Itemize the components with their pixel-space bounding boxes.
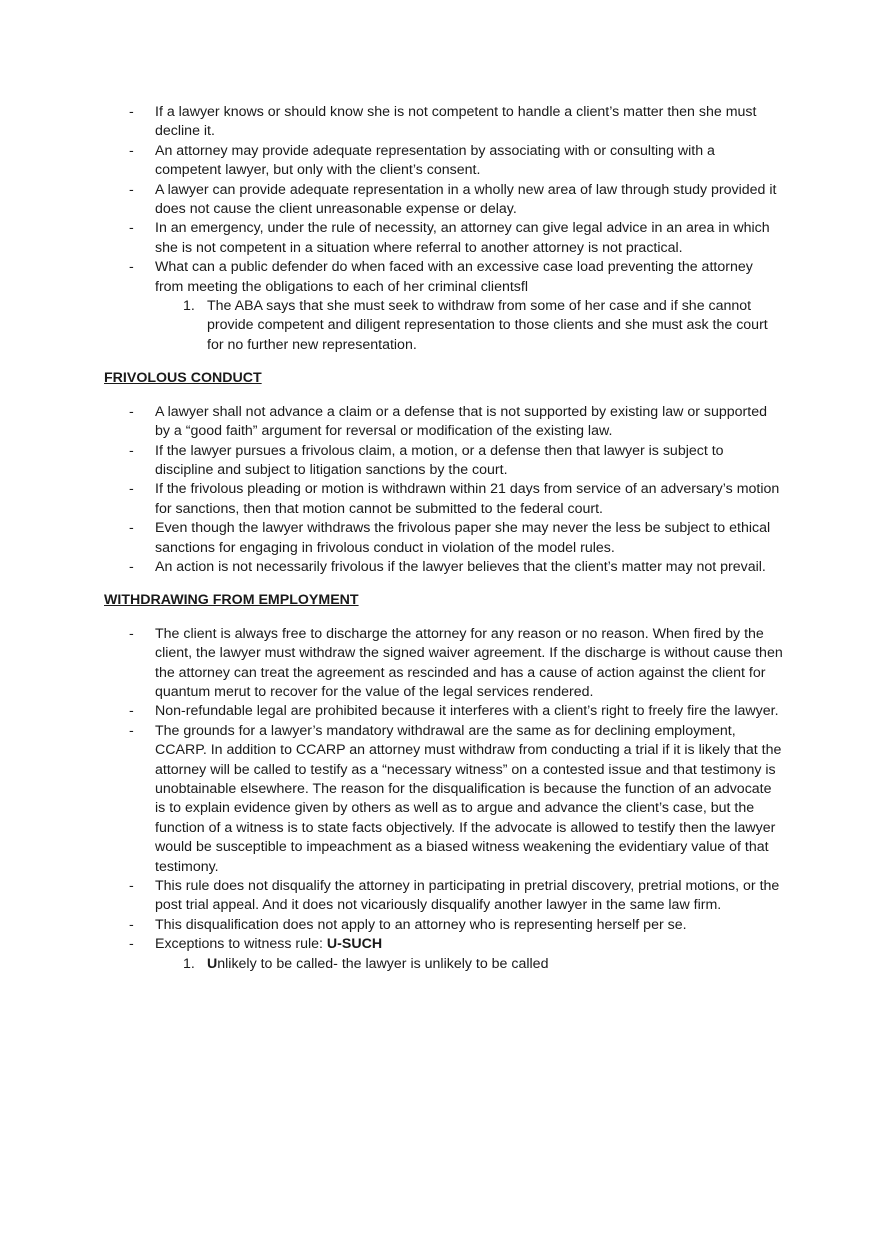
list-item: - If the lawyer pursues a frivolous claim, a motion, or a defense then that lawyer is subject to discipline and subject to litigation sanctions by the court. (129, 442, 724, 478)
dash-bullet: - (129, 403, 134, 420)
dash-bullet: - (129, 936, 134, 953)
list-item: - This rule does not disqualify the attorney in participating in pretrial discovery, pretrial motions, or the post trial appeal. And it does not vicariously disqualify another lawyer in the same law firm. (129, 878, 780, 914)
list-item: - If the frivolous pleading or motion is withdrawn within 21 days from service of an adversary’s motion for sanctions, then that motion cannot be submitted to the federal court. (129, 481, 780, 517)
dash-bullet: - (129, 181, 134, 198)
dash-bullet: - (129, 104, 134, 120)
list-item: - What can a public defender do when faced with an excessive case load preventing the attorney from meeting the obligations to each of her criminal clientsfl (129, 259, 753, 295)
document-body (104, 103, 784, 974)
list-item: - A lawyer shall not advance a claim or a defense that is not supported by existing law or supported by a “good faith” argument for reversal or modification of the existing law. (129, 403, 767, 440)
numbered-item: 1. The ABA says that she must seek to withdraw from some of her case and if she cannot provide competent and diligent representation to those clients and she must ask the court for no further new representation. (183, 298, 768, 353)
dash-bullet: - (129, 481, 134, 498)
withdrawing-list (104, 625, 784, 955)
dash-bullet: - (129, 220, 134, 237)
intro-sublist (104, 297, 784, 355)
exceptions-sublist (104, 955, 784, 974)
numbered-item: 1. Unlikely to be called- the lawyer is unlikely to be called (183, 955, 549, 972)
dash-bullet: - (129, 142, 134, 159)
dash-bullet: - (129, 878, 134, 895)
intro-list (104, 103, 784, 297)
list-item: - If a lawyer knows or should know she is not competent to handle a client’s matter then she must decline it. (129, 104, 757, 140)
dash-bullet: - (129, 520, 134, 537)
dash-bullet: - (129, 916, 134, 933)
list-item: - An attorney may provide adequate representation by associating with or consulting with a competent lawyer, but only with the client’s consent. (129, 142, 715, 179)
list-item: - This disqualification does not apply to an attorney who is representing herself per se. (104, 916, 784, 935)
list-item: - The grounds for a lawyer’s mandatory withdrawal are the same as for declining employment, CCARP. In addition to CCARP an attorney must withdraw from conducting a trial if it is likely that the attorney will be called to testify as a “necessary witness” on a contested issue and that testimony is unobtainable elsewhere. The reason for the disqualification is because the function of an advocate is to explain evidence given by others as well as to argue and advance the client’s case, but the function of a witness is to state facts objectively. If the advocate is allowed to testify then the lawyer would be susceptible to impeachment as a biased witness weakening the evidentiary value of that testimony. (129, 722, 782, 875)
list-item: - Exceptions to witness rule: U-SUCH (104, 935, 784, 954)
list-item: - An action is not necessarily frivolous if the lawyer believes that the client’s matter may not prevail. (104, 558, 784, 577)
list-item: - In an emergency, under the rule of necessity, an attorney can give legal advice in an area in which she is not competent in a situation where referral to another attorney is not practical. (129, 220, 770, 256)
exceptions-acronym: U-SUCH (326, 936, 383, 953)
dash-bullet: - (129, 442, 134, 459)
dash-bullet: - (129, 625, 134, 642)
frivolous-list (104, 403, 784, 578)
list-item: - The client is always free to discharge the attorney for any reason or no reason. When fired by the client, the lawyer must withdraw the signed waiver agreement. If the discharge is without cause then the attorney can treat the agreement as rescinded and has a cause of action against the client for quantum merut to recover for the value of the legal services rendered. (129, 625, 783, 700)
list-item: - A lawyer can provide adequate representation in a wholly new area of law through study provided it does not cause the client unreasonable expense or delay. (129, 181, 777, 218)
dash-bullet: - (129, 722, 134, 739)
dash-bullet: - (129, 703, 134, 720)
dash-bullet: - (129, 558, 134, 575)
dash-bullet: - (129, 259, 134, 276)
list-item: - Non-refundable legal are prohibited because it interferes with a client’s right to freely fire the lawyer. (104, 702, 784, 721)
heading-frivolous-conduct: FRIVOLOUS CONDUCT (104, 370, 262, 387)
heading-withdrawing-from-employment: WITHDRAWING FROM EMPLOYMENT (104, 592, 359, 609)
list-item: - Even though the lawyer withdraws the frivolous paper she may never the less be subject to ethical sanctions for engaging in frivolous conduct in violation of the model rules. (129, 520, 771, 556)
